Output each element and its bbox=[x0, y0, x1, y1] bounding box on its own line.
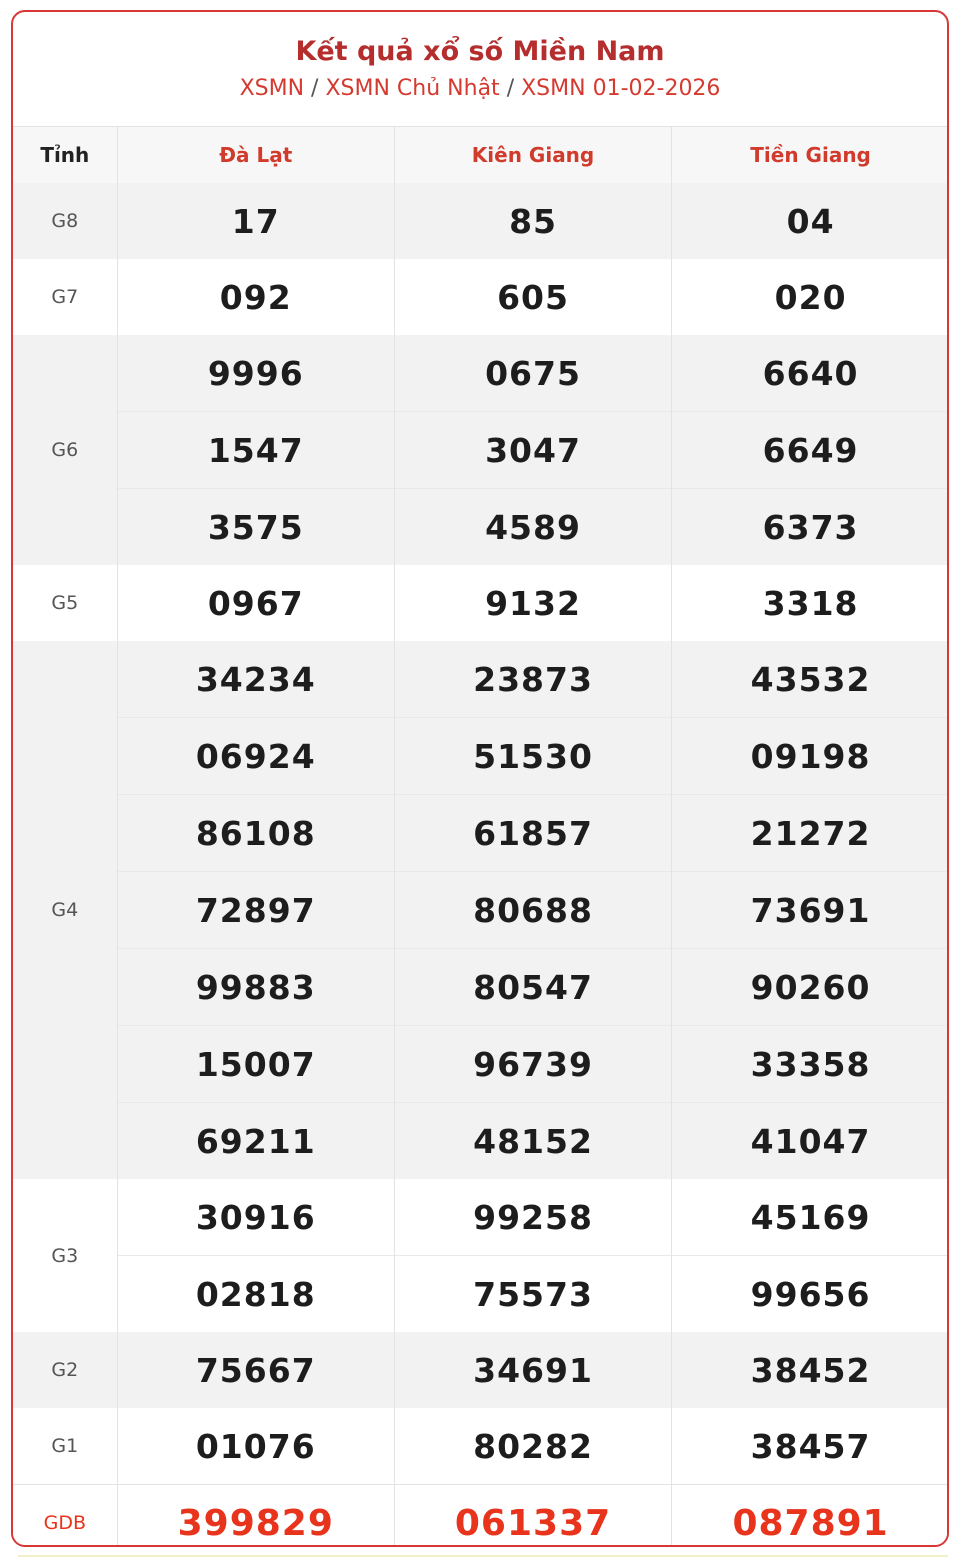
special-prize-number: 061337 bbox=[394, 1485, 671, 1548]
prize-number: 99258 bbox=[394, 1179, 671, 1256]
prize-number: 99883 bbox=[117, 949, 394, 1026]
prize-number: 72897 bbox=[117, 872, 394, 949]
prize-number: 020 bbox=[672, 259, 949, 335]
breadcrumb-link-xsmn[interactable]: XSMN bbox=[239, 76, 305, 101]
prize-number: 4589 bbox=[394, 489, 671, 566]
prize-row bbox=[13, 489, 949, 566]
prize-row bbox=[13, 718, 949, 795]
prize-number: 9996 bbox=[117, 335, 394, 412]
prize-number: 86108 bbox=[117, 795, 394, 872]
prize-number: 43532 bbox=[672, 641, 949, 718]
special-prize-number: 087891 bbox=[672, 1485, 949, 1548]
prize-number: 23873 bbox=[394, 641, 671, 718]
prize-row bbox=[13, 795, 949, 872]
prize-number: 80547 bbox=[394, 949, 671, 1026]
prize-number: 48152 bbox=[394, 1103, 671, 1180]
prize-number: 30916 bbox=[117, 1179, 394, 1256]
prize-number: 38457 bbox=[672, 1408, 949, 1485]
special-prize-number: 399829 bbox=[117, 1485, 394, 1548]
prize-number: 41047 bbox=[672, 1103, 949, 1180]
prize-row bbox=[13, 183, 949, 259]
results-table bbox=[13, 126, 949, 1547]
column-header-tinh: Tỉnh bbox=[13, 127, 117, 184]
prize-row bbox=[13, 412, 949, 489]
breadcrumb bbox=[13, 74, 947, 104]
prize-number: 6640 bbox=[672, 335, 949, 412]
prize-number: 45169 bbox=[672, 1179, 949, 1256]
breadcrumb-separator: / bbox=[506, 76, 515, 101]
prize-row bbox=[13, 1179, 949, 1256]
prize-number: 38452 bbox=[672, 1332, 949, 1408]
results-body bbox=[13, 183, 949, 1547]
prize-number: 51530 bbox=[394, 718, 671, 795]
column-header-province[interactable]: Đà Lạt bbox=[117, 127, 394, 184]
prize-row bbox=[13, 335, 949, 412]
breadcrumb-link-xsmn-date[interactable]: XSMN 01-02-2026 bbox=[521, 76, 721, 101]
prize-row bbox=[13, 1485, 949, 1548]
prize-label: G3 bbox=[13, 1179, 117, 1332]
column-header-province[interactable]: Kiên Giang bbox=[394, 127, 671, 184]
prize-number: 04 bbox=[672, 183, 949, 259]
prize-number: 99656 bbox=[672, 1256, 949, 1333]
prize-number: 3318 bbox=[672, 565, 949, 641]
prize-label: G6 bbox=[13, 335, 117, 565]
prize-number: 02818 bbox=[117, 1256, 394, 1333]
prize-number: 1547 bbox=[117, 412, 394, 489]
prize-label: G7 bbox=[13, 259, 117, 335]
prize-number: 75667 bbox=[117, 1332, 394, 1408]
prize-number: 0675 bbox=[394, 335, 671, 412]
prize-number: 33358 bbox=[672, 1026, 949, 1103]
results-card bbox=[11, 10, 949, 1547]
breadcrumb-separator: / bbox=[311, 76, 319, 101]
prize-number: 96739 bbox=[394, 1026, 671, 1103]
prize-number: 73691 bbox=[672, 872, 949, 949]
prize-row bbox=[13, 641, 949, 718]
prize-number: 3575 bbox=[117, 489, 394, 566]
prize-number: 90260 bbox=[672, 949, 949, 1026]
prize-row bbox=[13, 1332, 949, 1408]
prize-number: 6649 bbox=[672, 412, 949, 489]
prize-number: 09198 bbox=[672, 718, 949, 795]
prize-number: 61857 bbox=[394, 795, 671, 872]
results-header bbox=[13, 12, 947, 126]
prize-number: 15007 bbox=[117, 1026, 394, 1103]
table-header-row bbox=[13, 127, 949, 184]
breadcrumb-link-xsmn-chu-nhat[interactable]: XSMN Chủ Nhật bbox=[325, 76, 500, 101]
prize-row bbox=[13, 259, 949, 335]
prize-number: 605 bbox=[394, 259, 671, 335]
prize-row bbox=[13, 1408, 949, 1485]
prize-number: 092 bbox=[117, 259, 394, 335]
prize-number: 17 bbox=[117, 183, 394, 259]
prize-number: 9132 bbox=[394, 565, 671, 641]
prize-number: 80282 bbox=[394, 1408, 671, 1485]
prize-number: 6373 bbox=[672, 489, 949, 566]
prize-number: 01076 bbox=[117, 1408, 394, 1485]
prize-row bbox=[13, 949, 949, 1026]
prize-row bbox=[13, 1103, 949, 1180]
prize-number: 34691 bbox=[394, 1332, 671, 1408]
prize-row bbox=[13, 872, 949, 949]
prize-number: 80688 bbox=[394, 872, 671, 949]
prize-number: 0967 bbox=[117, 565, 394, 641]
footer-divider bbox=[18, 1555, 948, 1563]
prize-label: G5 bbox=[13, 565, 117, 641]
prize-number: 69211 bbox=[117, 1103, 394, 1180]
page-title: Kết quả xổ số Miền Nam bbox=[295, 36, 665, 67]
prize-row bbox=[13, 565, 949, 641]
prize-number: 85 bbox=[394, 183, 671, 259]
prize-label: G1 bbox=[13, 1408, 117, 1485]
prize-number: 06924 bbox=[117, 718, 394, 795]
prize-number: 34234 bbox=[117, 641, 394, 718]
prize-label: GDB bbox=[13, 1485, 117, 1548]
prize-number: 21272 bbox=[672, 795, 949, 872]
column-header-province[interactable]: Tiền Giang bbox=[672, 127, 949, 184]
prize-row bbox=[13, 1026, 949, 1103]
prize-label: G8 bbox=[13, 183, 117, 259]
prize-label: G4 bbox=[13, 641, 117, 1179]
prize-number: 3047 bbox=[394, 412, 671, 489]
prize-number: 75573 bbox=[394, 1256, 671, 1333]
prize-row bbox=[13, 1256, 949, 1333]
prize-label: G2 bbox=[13, 1332, 117, 1408]
